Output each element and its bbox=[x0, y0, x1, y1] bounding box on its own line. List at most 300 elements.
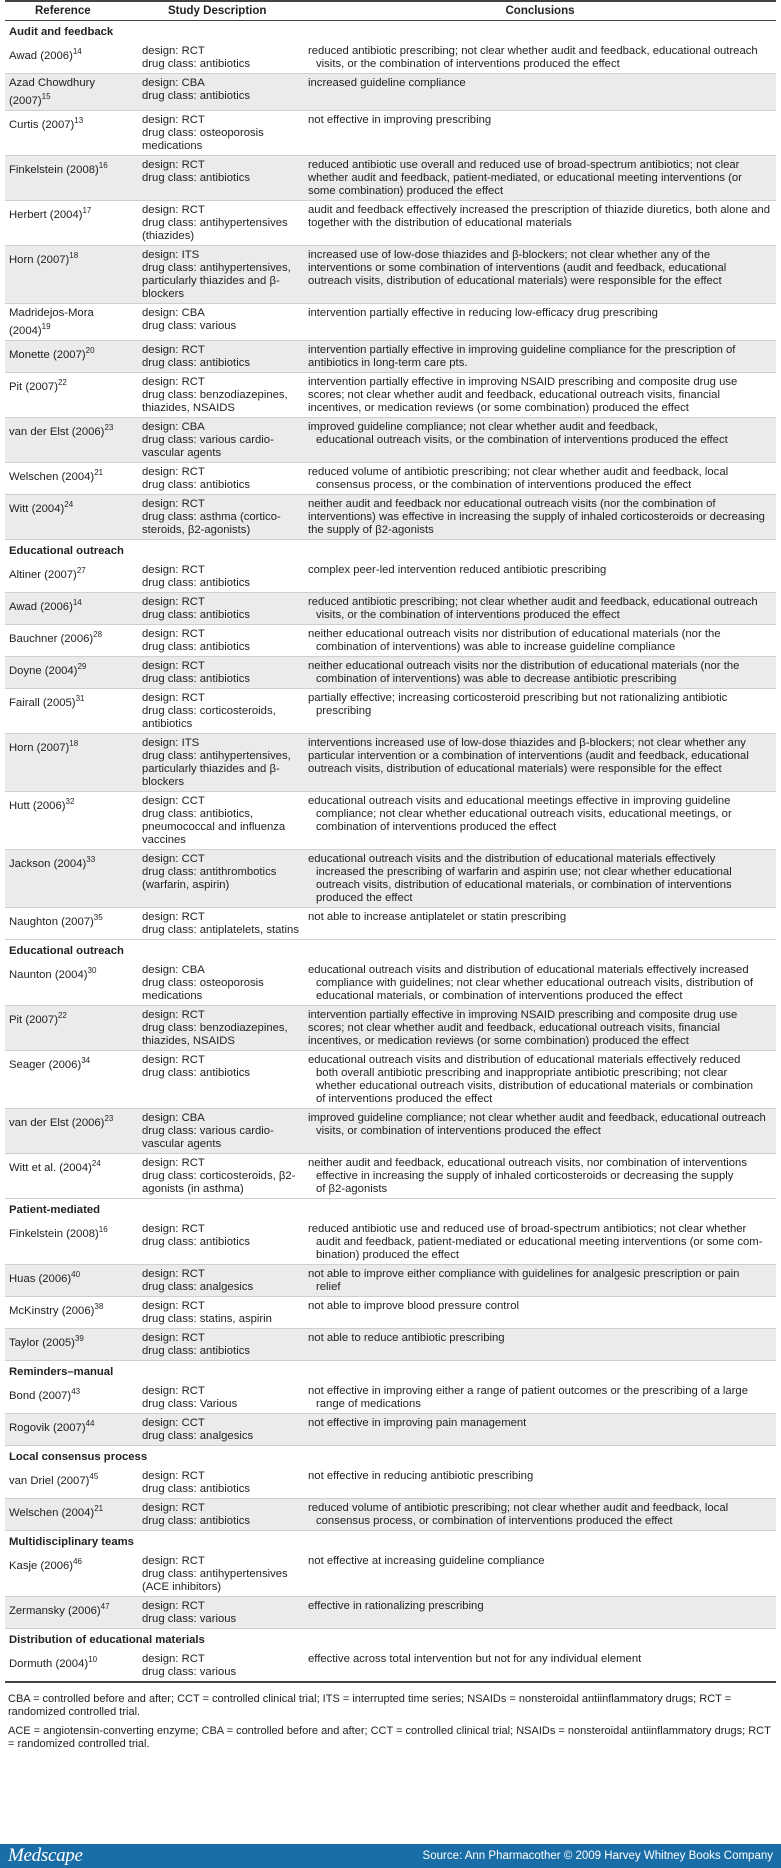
conclusion-cell bbox=[304, 849, 776, 907]
reference-name: Dormuth (2004) bbox=[9, 1657, 89, 1670]
table-row bbox=[5, 372, 776, 417]
study-description-cell bbox=[138, 110, 304, 155]
footnote: ACE = angiotensin-converting enzyme; CBA = controlled before and after; CCT = controlled clinical trial; NSAIDs = nonsteroidal antiinflammatory drugs; RCT = randomized controlled trial. bbox=[8, 1725, 771, 1750]
section-header-row bbox=[5, 1198, 776, 1220]
conclusion-cell bbox=[304, 1328, 776, 1360]
conclusion-cell bbox=[304, 688, 776, 733]
section-header-row bbox=[5, 21, 776, 43]
reference-cell bbox=[5, 561, 138, 593]
reference-name: Huas (2006) bbox=[9, 1272, 72, 1285]
table-row bbox=[5, 42, 776, 74]
reference-number: 40 bbox=[71, 1269, 81, 1279]
section-header-row bbox=[5, 1360, 776, 1382]
reference-name: Witt et al. (2004) bbox=[9, 1161, 92, 1174]
conclusion-cell bbox=[304, 1264, 776, 1296]
conclusion-text: reduced antibiotic prescribing; not clear whether audit and feedback, educational outreach bbox=[308, 595, 758, 608]
conclusion-text: complex peer-led intervention reduced antibiotic prescribing bbox=[308, 563, 607, 576]
conclusion-text: effective across total intervention but not for any individual element bbox=[308, 1652, 642, 1665]
conclusion-text: combination of interventions) was able to decrease antibiotic prescribing bbox=[316, 672, 677, 685]
study-description-cell bbox=[138, 1413, 304, 1445]
reference-cell bbox=[5, 1153, 138, 1198]
study-design: design: RCT bbox=[142, 563, 205, 576]
drug-class: drug class: benzodiazepines, thiazides, NSAIDS bbox=[142, 1021, 288, 1047]
study-description-cell bbox=[138, 372, 304, 417]
conclusion-cell bbox=[304, 1108, 776, 1153]
reference-cell bbox=[5, 1552, 138, 1597]
reference-name: Horn (2007) bbox=[9, 253, 70, 266]
conclusion-text: outreach visits, distribution of educational materials, or combination of interventions bbox=[316, 878, 732, 891]
conclusion-cell bbox=[304, 733, 776, 791]
table-row bbox=[5, 1596, 776, 1628]
drug-class: drug class: corticosteroids, β2-agonists (in asthma) bbox=[142, 1169, 296, 1195]
reference-name: Jackson (2004) bbox=[9, 857, 87, 870]
reference-name: van Driel (2007) bbox=[9, 1474, 90, 1487]
reference-name: Welschen (2004) bbox=[9, 470, 95, 483]
drug-class: drug class: antibiotics bbox=[142, 356, 250, 369]
study-description-cell bbox=[138, 155, 304, 200]
study-description-cell bbox=[138, 561, 304, 593]
table-row bbox=[5, 303, 776, 340]
reference-number: 17 bbox=[82, 205, 92, 215]
study-design: design: RCT bbox=[142, 595, 205, 608]
conclusion-cell bbox=[304, 494, 776, 539]
conclusion-text: reduced antibiotic use overall and reduced use of broad-spectrum antibiotics; not clear whether audit and feedback, patient-mediated, or educational meeting interventions (or some combination) produced the effect bbox=[308, 158, 742, 197]
drug-class: drug class: antibiotics bbox=[142, 608, 250, 621]
table-row bbox=[5, 1382, 776, 1414]
reference-cell bbox=[5, 733, 138, 791]
section-header-row bbox=[5, 1445, 776, 1467]
conclusion-cell bbox=[304, 245, 776, 303]
conclusion-text: compliance; not clear whether educational outreach visits, educational meetings, or bbox=[316, 807, 732, 820]
reference-number: 22 bbox=[57, 1010, 67, 1020]
reference-number: 31 bbox=[75, 693, 85, 703]
conclusion-text: educational outreach visits and distribution of educational materials effectively reduced bbox=[308, 1053, 741, 1066]
section-title-text: Reminders–manual bbox=[9, 1365, 114, 1378]
table-header-row bbox=[5, 1, 776, 21]
header-study-description: Study Description bbox=[138, 1, 304, 21]
study-design: design: RCT bbox=[142, 1554, 205, 1567]
footer-bar bbox=[0, 1844, 781, 1868]
drug-class: drug class: antihypertensives (ACE inhibitors) bbox=[142, 1567, 288, 1593]
reference-cell bbox=[5, 303, 138, 340]
drug-class: drug class: Various bbox=[142, 1397, 238, 1410]
reference-name: Finkelstein (2008) bbox=[9, 163, 99, 176]
study-design: design: RCT bbox=[142, 1331, 205, 1344]
study-description-cell bbox=[138, 1153, 304, 1198]
reference-cell bbox=[5, 200, 138, 245]
drug-class: drug class: antibiotics bbox=[142, 1514, 250, 1527]
conclusion-cell bbox=[304, 656, 776, 688]
study-design: design: RCT bbox=[142, 691, 205, 704]
reference-name: Azad Chowdhury (2007) bbox=[9, 77, 96, 107]
conclusion-cell bbox=[304, 1552, 776, 1597]
table-row bbox=[5, 592, 776, 624]
study-description-cell bbox=[138, 624, 304, 656]
reference-name: Altiner (2007) bbox=[9, 568, 77, 581]
conclusion-text: combination of interventions produced the effect bbox=[316, 820, 557, 833]
study-design: design: RCT bbox=[142, 1156, 205, 1169]
conclusion-cell bbox=[304, 200, 776, 245]
conclusion-text: neither educational outreach visits nor distribution of educational materials (nor the bbox=[308, 627, 721, 640]
conclusion-text: not effective in improving pain management bbox=[308, 1416, 527, 1429]
conclusion-cell bbox=[304, 340, 776, 372]
study-design: design: CCT bbox=[142, 852, 205, 865]
conclusion-text: reduced volume of antibiotic prescribing; not clear whether audit and feedback, local bbox=[308, 1501, 729, 1514]
study-description-cell bbox=[138, 462, 304, 494]
table-row bbox=[5, 494, 776, 539]
section-title bbox=[5, 1530, 776, 1552]
drug-class: drug class: osteoporosis medications bbox=[142, 976, 264, 1002]
table-row bbox=[5, 1467, 776, 1499]
reference-name: McKinstry (2006) bbox=[9, 1304, 95, 1317]
conclusion-text: intervention partially effective in improving NSAID prescribing and composite drug use scores; not clear whether audit and feedback, educational outreach visits, financial incentives, or medication reviews (or some combination) produced the effect bbox=[308, 375, 738, 414]
table-row bbox=[5, 74, 776, 111]
section-title bbox=[5, 539, 776, 561]
reference-cell bbox=[5, 907, 138, 939]
study-design: design: RCT bbox=[142, 1652, 205, 1665]
reference-name: Finkelstein (2008) bbox=[9, 1227, 99, 1240]
conclusion-text: improved guideline compliance; not clear whether audit and feedback, educational outreach bbox=[308, 1111, 766, 1124]
reference-cell bbox=[5, 462, 138, 494]
reference-cell bbox=[5, 1467, 138, 1499]
conclusion-cell bbox=[304, 1413, 776, 1445]
reference-number: 21 bbox=[94, 1503, 104, 1513]
reference-number: 15 bbox=[41, 92, 51, 101]
reference-name: Zermansky (2006) bbox=[9, 1604, 101, 1617]
study-description-cell bbox=[138, 1498, 304, 1530]
footnote: CBA = controlled before and after; CCT = controlled clinical trial; ITS = interrupted time series; NSAIDs = nonsteroidal antiinflammatory drugs; RCT = randomized controlled trial. bbox=[8, 1693, 732, 1718]
reference-cell bbox=[5, 42, 138, 74]
section-title bbox=[5, 1360, 776, 1382]
reference-number: 33 bbox=[86, 854, 96, 864]
table-row bbox=[5, 417, 776, 462]
section-title-text: Educational outreach bbox=[9, 944, 124, 957]
reference-number: 23 bbox=[104, 422, 114, 432]
table-row bbox=[5, 791, 776, 849]
reference-name: Witt (2004) bbox=[9, 502, 65, 515]
reference-number: 38 bbox=[94, 1301, 104, 1311]
drug-class: drug class: antibiotics bbox=[142, 672, 250, 685]
study-description-cell bbox=[138, 1328, 304, 1360]
study-design: design: CCT bbox=[142, 794, 205, 807]
medscape-logo: Medscape bbox=[8, 1845, 83, 1866]
table-row bbox=[5, 561, 776, 593]
conclusion-cell bbox=[304, 42, 776, 74]
drug-class: drug class: analgesics bbox=[142, 1280, 254, 1293]
conclusion-cell bbox=[304, 155, 776, 200]
study-description-cell bbox=[138, 1296, 304, 1328]
conclusion-cell bbox=[304, 1498, 776, 1530]
conclusion-text: improved guideline compliance; not clear whether audit and feedback, bbox=[308, 420, 658, 433]
conclusion-cell bbox=[304, 561, 776, 593]
study-design: design: CBA bbox=[142, 306, 205, 319]
reference-cell bbox=[5, 417, 138, 462]
study-design: design: RCT bbox=[142, 1222, 205, 1235]
drug-class: drug class: antibiotics bbox=[142, 576, 250, 589]
table-row bbox=[5, 1108, 776, 1153]
study-description-cell bbox=[138, 303, 304, 340]
table-row bbox=[5, 245, 776, 303]
section-title bbox=[5, 1628, 776, 1650]
drug-class: drug class: antibiotics, pneumococcal and influenza vaccines bbox=[142, 807, 286, 846]
conclusion-text: bination) produced the effect bbox=[316, 1248, 459, 1261]
reference-number: 43 bbox=[71, 1386, 81, 1396]
conclusion-cell bbox=[304, 110, 776, 155]
conclusion-text: educational materials, or combination of interventions produced the effect bbox=[316, 989, 683, 1002]
conclusion-text: produced the effect bbox=[316, 891, 413, 904]
reference-number: 19 bbox=[41, 321, 51, 331]
drug-class: drug class: analgesics bbox=[142, 1429, 254, 1442]
reference-name: Taylor (2005) bbox=[9, 1336, 75, 1349]
table-row bbox=[5, 1552, 776, 1597]
reference-number: 32 bbox=[65, 796, 75, 806]
section-title bbox=[5, 1198, 776, 1220]
conclusion-text: educational outreach visits, or the combination of interventions produced the effect bbox=[316, 433, 728, 446]
section-header-row bbox=[5, 1530, 776, 1552]
conclusion-text: visits, or the combination of interventions produced the effect bbox=[316, 608, 620, 621]
reference-cell bbox=[5, 372, 138, 417]
study-design: design: ITS bbox=[142, 736, 200, 749]
study-description-cell bbox=[138, 245, 304, 303]
study-design: design: RCT bbox=[142, 45, 205, 57]
drug-class: drug class: asthma (cortico-steroids, β2-agonists) bbox=[142, 510, 281, 536]
conclusion-cell bbox=[304, 1596, 776, 1628]
drug-class: drug class: antibiotics bbox=[142, 478, 250, 491]
table-footnotes bbox=[8, 1693, 774, 1757]
conclusion-cell bbox=[304, 1220, 776, 1265]
drug-class: drug class: antiplatelets, statins bbox=[142, 923, 299, 936]
study-description-cell bbox=[138, 907, 304, 939]
conclusion-text: not effective at increasing guideline compliance bbox=[308, 1554, 545, 1567]
study-description-cell bbox=[138, 791, 304, 849]
reference-number: 21 bbox=[94, 467, 104, 477]
drug-class: drug class: various cardio-vascular agents bbox=[142, 433, 274, 459]
evidence-table bbox=[5, 0, 776, 1683]
study-design: design: RCT bbox=[142, 1469, 205, 1482]
section-header-row bbox=[5, 939, 776, 961]
section-title bbox=[5, 1445, 776, 1467]
section-title bbox=[5, 939, 776, 961]
conclusion-cell bbox=[304, 1005, 776, 1050]
study-description-cell bbox=[138, 849, 304, 907]
table-row bbox=[5, 155, 776, 200]
reference-number: 30 bbox=[87, 965, 97, 975]
reference-number: 24 bbox=[91, 1158, 101, 1168]
reference-cell bbox=[5, 1498, 138, 1530]
study-description-cell bbox=[138, 1382, 304, 1414]
study-description-cell bbox=[138, 1050, 304, 1108]
drug-class: drug class: antibiotics bbox=[142, 90, 250, 102]
study-design: design: RCT bbox=[142, 659, 205, 672]
conclusion-text: of interventions produced the effect bbox=[316, 1092, 493, 1105]
reference-cell bbox=[5, 1264, 138, 1296]
conclusion-text: intervention partially effective in reducing low-efficacy drug prescribing bbox=[308, 306, 658, 319]
study-design: design: RCT bbox=[142, 1384, 205, 1397]
study-description-cell bbox=[138, 42, 304, 74]
section-header-row bbox=[5, 1628, 776, 1650]
table-row bbox=[5, 1264, 776, 1296]
conclusion-text: both overall antibiotic prescribing and inappropriate antibiotic prescribing; not clear bbox=[316, 1066, 728, 1079]
conclusion-text: compliance with guidelines; not clear whether educational outreach visits, distribution of bbox=[316, 976, 754, 989]
reference-name: Bond (2007) bbox=[9, 1389, 72, 1402]
reference-number: 14 bbox=[72, 597, 82, 607]
study-design: design: RCT bbox=[142, 910, 205, 923]
conclusion-text: increased guideline compliance bbox=[308, 77, 466, 89]
table-row bbox=[5, 656, 776, 688]
study-description-cell bbox=[138, 1264, 304, 1296]
reference-number: 39 bbox=[74, 1333, 84, 1343]
table-row bbox=[5, 1413, 776, 1445]
section-title-text: Local consensus process bbox=[9, 1450, 148, 1463]
conclusion-text: prescribing bbox=[316, 704, 372, 717]
section-title-text: Educational outreach bbox=[9, 544, 124, 557]
study-description-cell bbox=[138, 1596, 304, 1628]
drug-class: drug class: antithrombotics (warfarin, aspirin) bbox=[142, 865, 277, 891]
conclusion-cell bbox=[304, 1382, 776, 1414]
table-row bbox=[5, 961, 776, 1006]
reference-name: Curtis (2007) bbox=[9, 118, 75, 131]
conclusion-text: whether educational outreach visits, distribution of educational materials or combination bbox=[316, 1079, 754, 1092]
reference-number: 16 bbox=[98, 160, 108, 170]
reference-cell bbox=[5, 1413, 138, 1445]
table-row bbox=[5, 340, 776, 372]
reference-number: 10 bbox=[88, 1654, 98, 1664]
section-title-text: Distribution of educational materials bbox=[9, 1633, 205, 1646]
header-reference: Reference bbox=[5, 1, 138, 21]
conclusion-text: not effective in improving prescribing bbox=[308, 113, 492, 126]
reference-cell bbox=[5, 245, 138, 303]
reference-cell bbox=[5, 656, 138, 688]
reference-name: Naughton (2007) bbox=[9, 915, 94, 928]
drug-class: drug class: benzodiazepines, thiazides, NSAIDS bbox=[142, 388, 288, 414]
study-design: design: RCT bbox=[142, 627, 205, 640]
conclusion-text: neither audit and feedback, educational outreach visits, nor combination of interventions bbox=[308, 1156, 747, 1169]
section-title-text: Audit and feedback bbox=[9, 26, 114, 38]
source-credit: Source: Ann Pharmacother © 2009 Harvey Whitney Books Company bbox=[422, 1850, 773, 1862]
conclusion-text: consensus process, or combination of interventions produced the effect bbox=[316, 1514, 673, 1527]
reference-number: 18 bbox=[69, 738, 79, 748]
section-title bbox=[5, 21, 776, 43]
reference-number: 46 bbox=[73, 1556, 82, 1566]
table-row bbox=[5, 1220, 776, 1265]
reference-cell bbox=[5, 110, 138, 155]
conclusion-text: audit and feedback, patient-mediated or educational meeting interventions (or some com- bbox=[316, 1235, 763, 1248]
study-design: design: RCT bbox=[142, 1008, 205, 1021]
study-design: design: RCT bbox=[142, 203, 205, 216]
reference-number: 13 bbox=[74, 115, 84, 125]
drug-class: drug class: antibiotics bbox=[142, 171, 250, 184]
reference-cell bbox=[5, 624, 138, 656]
reference-number: 14 bbox=[72, 47, 82, 56]
study-design: design: CBA bbox=[142, 1111, 205, 1124]
reference-name: Hutt (2006) bbox=[9, 799, 66, 812]
reference-number: 18 bbox=[69, 250, 79, 260]
table-row bbox=[5, 1498, 776, 1530]
conclusion-text: educational outreach visits and the distribution of educational materials effectively bbox=[308, 852, 716, 865]
section-title-text: Multidisciplinary teams bbox=[9, 1535, 134, 1548]
reference-name: Welschen (2004) bbox=[9, 1506, 95, 1519]
reference-name: Madridejos-Mora (2004) bbox=[9, 306, 94, 337]
reference-cell bbox=[5, 1108, 138, 1153]
conclusion-text: neither educational outreach visits nor the distribution of educational materials (nor the bbox=[308, 659, 740, 672]
study-design: design: RCT bbox=[142, 1053, 205, 1066]
conclusion-cell bbox=[304, 592, 776, 624]
reference-cell bbox=[5, 1596, 138, 1628]
drug-class: drug class: antihypertensives, particularly thiazides and β-blockers bbox=[142, 749, 291, 788]
reference-cell bbox=[5, 340, 138, 372]
table-row bbox=[5, 1005, 776, 1050]
reference-cell bbox=[5, 1220, 138, 1265]
study-design: design: RCT bbox=[142, 158, 205, 171]
reference-cell bbox=[5, 688, 138, 733]
reference-name: Bauchner (2006) bbox=[9, 632, 94, 645]
reference-name: van der Elst (2006) bbox=[9, 425, 105, 438]
drug-class: drug class: antibiotics bbox=[142, 1482, 250, 1495]
reference-name: Monette (2007) bbox=[9, 348, 86, 361]
study-description-cell bbox=[138, 656, 304, 688]
drug-class: drug class: antibiotics bbox=[142, 640, 250, 653]
study-design: design: RCT bbox=[142, 343, 205, 356]
reference-cell bbox=[5, 849, 138, 907]
study-design: design: RCT bbox=[142, 1299, 205, 1312]
reference-name: Awad (2006) bbox=[9, 49, 73, 62]
conclusion-text: reduced antibiotic use and reduced use of broad-spectrum antibiotics; not clear whether bbox=[308, 1222, 747, 1235]
study-design: design: CBA bbox=[142, 963, 205, 976]
conclusion-cell bbox=[304, 372, 776, 417]
drug-class: drug class: various bbox=[142, 319, 237, 332]
reference-cell bbox=[5, 1005, 138, 1050]
study-design: design: ITS bbox=[142, 248, 200, 261]
conclusion-text: range of medications bbox=[316, 1397, 421, 1410]
conclusion-text: audit and feedback effectively increased the prescription of thiazide diuretics, both alone and together with the distribution of educational materials bbox=[308, 203, 771, 229]
conclusion-cell bbox=[304, 624, 776, 656]
reference-cell bbox=[5, 1650, 138, 1682]
reference-number: 35 bbox=[93, 912, 103, 922]
section-header-row bbox=[5, 539, 776, 561]
conclusion-cell bbox=[304, 907, 776, 939]
conclusion-text: not able to increase antiplatelet or statin prescribing bbox=[308, 910, 567, 923]
study-description-cell bbox=[138, 592, 304, 624]
study-design: design: CBA bbox=[142, 420, 205, 433]
table-row bbox=[5, 733, 776, 791]
reference-name: Pit (2007) bbox=[9, 380, 58, 393]
reference-number: 29 bbox=[77, 661, 87, 671]
drug-class: drug class: various bbox=[142, 1665, 237, 1678]
conclusion-text: not able to reduce antibiotic prescribing bbox=[308, 1331, 505, 1344]
conclusion-text: increased use of low-dose thiazides and β-blockers; not clear whether any of the interventions or some combination of interventions (audit and feedback, educational outreach visits, distribution of educational materials) were responsible for the effect bbox=[308, 248, 727, 287]
reference-cell bbox=[5, 155, 138, 200]
study-design: design: CCT bbox=[142, 1416, 205, 1429]
drug-class: drug class: various bbox=[142, 1612, 237, 1625]
conclusion-cell bbox=[304, 462, 776, 494]
table-body bbox=[5, 21, 776, 1682]
conclusion-text: of β2-agonists bbox=[316, 1182, 388, 1195]
conclusion-text: consensus process, or the combination of interventions produced the effect bbox=[316, 478, 692, 491]
reference-cell bbox=[5, 961, 138, 1006]
reference-number: 22 bbox=[57, 377, 67, 387]
study-description-cell bbox=[138, 1467, 304, 1499]
conclusion-text: intervention partially effective in improving NSAID prescribing and composite drug use scores; not clear whether audit and feedback, educational outreach visits, financial incentives, or medication reviews (or some combination) produced the effect bbox=[308, 1008, 738, 1047]
header-conclusions: Conclusions bbox=[304, 1, 776, 21]
reference-name: Naunton (2004) bbox=[9, 968, 88, 981]
reference-number: 20 bbox=[85, 345, 95, 355]
study-description-cell bbox=[138, 1650, 304, 1682]
reference-cell bbox=[5, 74, 138, 111]
study-design: design: CBA bbox=[142, 77, 205, 89]
study-design: design: RCT bbox=[142, 465, 205, 478]
drug-class: drug class: antibiotics bbox=[142, 1235, 250, 1248]
reference-number: 44 bbox=[85, 1418, 95, 1428]
